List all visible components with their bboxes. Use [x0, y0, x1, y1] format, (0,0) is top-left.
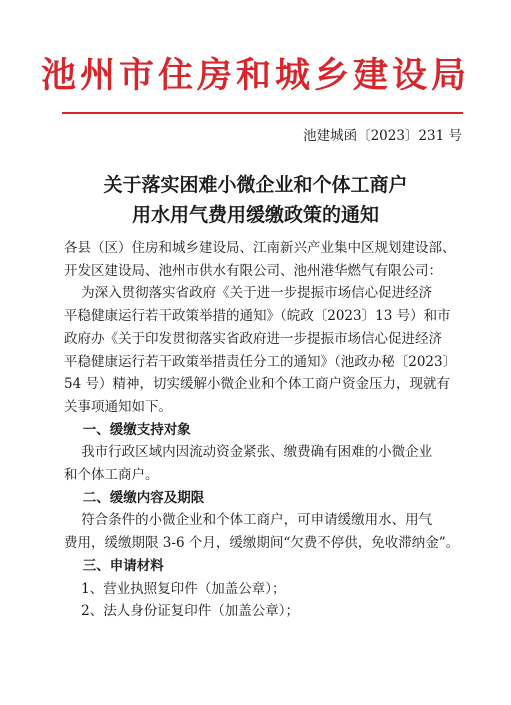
document-title [0, 170, 511, 230]
intro-line-3: 政府办《关于印发贯彻落实省政府进一步提振市场信心促进经济 [64, 330, 442, 347]
section-2-line-1: 符合条件的小微企业和个体工商户，可申请缓缴用水、用气 [64, 512, 433, 529]
section-2-line-2: 费用，缓缴期限 3-6 个月，缓缴期间“欠费不停供，免收滞纳金”。 [64, 535, 460, 552]
letterhead-issuer: 池州市住房和城乡建设局 [40, 55, 470, 96]
intro-line-1: 为深入贯彻落实省政府《关于进一步提振市场信心促进经济 [64, 285, 433, 302]
intro-line-4: 平稳健康运行若干政策举措责任分工的通知》（池政办秘〔2023〕 [64, 353, 457, 370]
intro-line-5: 54 号）精神，切实缓解小微企业和个体工商户资金压力，现就有 [64, 376, 450, 393]
section-1-line-1: 我市行政区域内因流动资金紧张、缴费确有困难的小微企业 [64, 444, 433, 461]
section-3-item-2: 2、法人身份证复印件（加盖公章）； [64, 603, 300, 620]
addressee-line-2: 开发区建设局、池州市供水有限公司、池州港华燃气有限公司： [64, 262, 442, 279]
section-1-line-2: 和个体工商户。 [64, 467, 159, 484]
document-title-line-1: 关于落实困难小微企业和个体工商户 [103, 174, 408, 196]
document-title-line-2: 用水用气费用缓缴政策的通知 [131, 204, 379, 226]
section-1-heading: 一、缓缴支持对象 [64, 421, 191, 438]
section-3-heading: 三、申请材料 [64, 557, 164, 574]
section-2-heading: 二、缓缴内容及期限 [64, 489, 205, 506]
letterhead-red-rule [62, 112, 463, 114]
intro-line-6: 关事项通知如下。 [64, 398, 172, 415]
document-number: 池建城函〔2023〕231 号 [303, 128, 462, 144]
document-body [64, 237, 460, 623]
addressee-line-1: 各县（区）住房和城乡建设局、江南新兴产业集中区规划建设部、 [64, 240, 456, 256]
intro-line-2: 平稳健康运行若干政策举措的通知》（皖政〔2023〕13 号）和市 [64, 308, 451, 325]
section-3-item-1: 1、营业执照复印件（加盖公章）； [64, 580, 286, 597]
